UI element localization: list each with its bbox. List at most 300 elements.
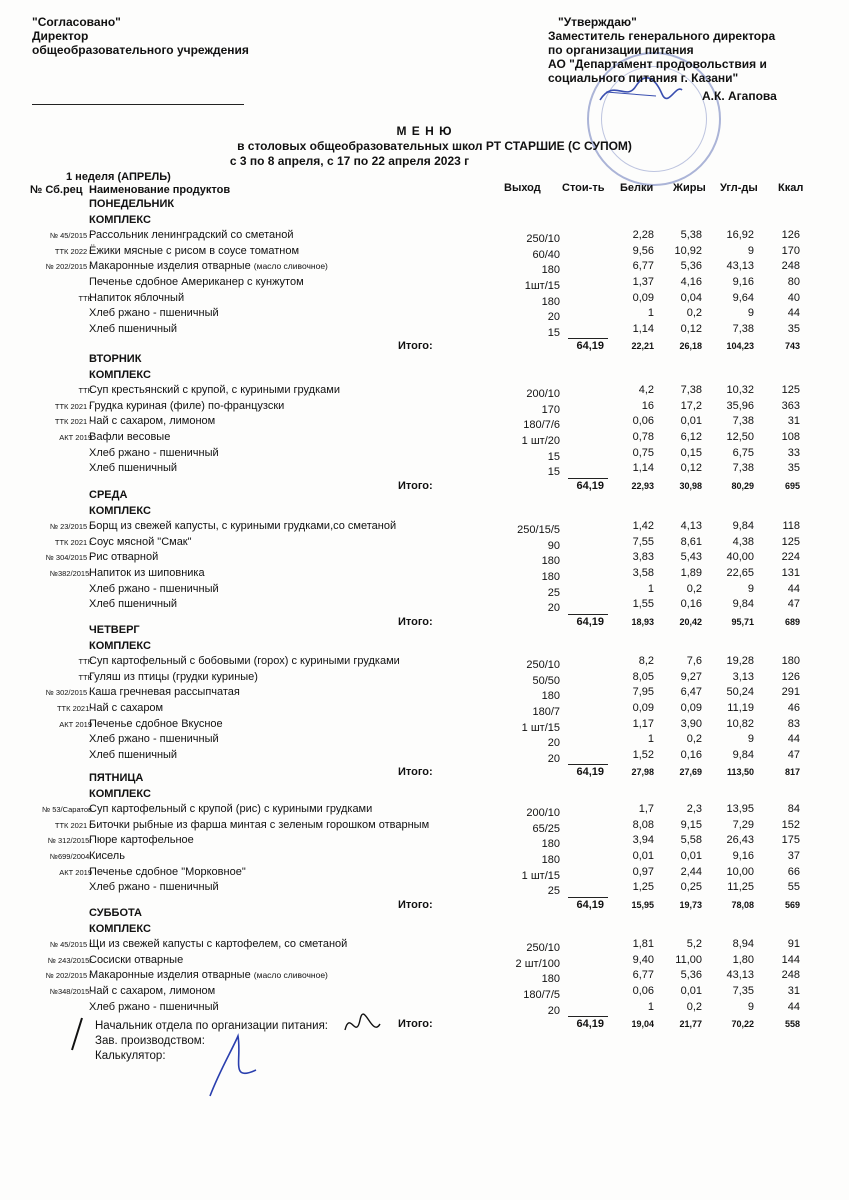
dish-output: 50/50: [532, 674, 560, 687]
dish-fat: 6,47: [680, 686, 702, 699]
dish-kcal: 126: [781, 670, 800, 683]
dish-name: [89, 953, 183, 968]
total-protein: 27,98: [631, 767, 654, 778]
dish-output: 200/10: [526, 388, 560, 401]
dish-name-text: Грудка куриная (филе) по-французски: [89, 399, 285, 412]
dish-name-text: Соус мясной "Смак": [89, 535, 192, 548]
dish-name-text: Биточки рыбные из фарша минтая с зеленым горошком отварным: [89, 818, 430, 831]
recipe-code: № 202/2015 г: [45, 971, 92, 981]
total-carbs: 113,50: [726, 767, 754, 778]
dish-output: 180: [541, 854, 560, 866]
dish-carbs: 1,80: [732, 953, 754, 966]
dish-name-text: Макаронные изделия отварные: [89, 969, 254, 982]
day-name: ВТОРНИК: [89, 353, 142, 365]
dish-fat: 5,36: [680, 260, 702, 273]
dish-protein: 6,77: [632, 969, 654, 982]
dish-name-text: Хлеб пшеничный: [89, 748, 178, 761]
total-cost: 64,19: [576, 766, 604, 779]
dish-protein: 0,06: [632, 415, 654, 428]
dish-carbs: 7,35: [732, 985, 754, 997]
menu-item-row: [0, 399, 849, 414]
total-cost: 64,19: [576, 479, 604, 492]
dish-output: 170: [541, 403, 560, 416]
total-label: Итого:: [398, 898, 433, 911]
dish-kcal: 35: [787, 322, 800, 335]
recipe-code: № 312/2015г: [47, 836, 92, 846]
kompl-label: КОМПЛЕКС: [89, 213, 151, 226]
dish-fat: 0,2: [686, 307, 702, 320]
approval-left-line: Директор: [32, 29, 89, 43]
dish-name: [89, 275, 304, 290]
total-cost: 64,19: [576, 1018, 604, 1031]
dish-protein: 1,42: [632, 520, 654, 533]
dish-kcal: 170: [781, 244, 800, 257]
dish-name-text: Суп картофельный с крупой (рис) с куриными грудками: [89, 803, 373, 816]
dish-output: 25: [547, 586, 560, 599]
total-protein: 15,95: [631, 899, 654, 910]
dish-name-text: Хлеб ржано - пшеничный: [89, 1000, 219, 1013]
dish-output: 20: [547, 311, 560, 324]
dish-protein: 8,2: [638, 655, 654, 668]
dish-name: [89, 802, 372, 817]
dish-name-text: Хлеб пшеничный: [89, 598, 178, 611]
dish-kcal: 175: [781, 834, 800, 847]
dish-fat: 2,44: [680, 865, 702, 878]
menu-item-row: [0, 582, 849, 597]
dish-name-text: Щи из свежей капусты с картофелем, со сметаной: [89, 938, 348, 951]
kompl-row: [0, 787, 849, 802]
day-name: ЧЕТВЕРГ: [89, 624, 140, 636]
menu-item-row: [0, 322, 849, 337]
recipe-code: ТТК: [78, 657, 92, 667]
dish-output: 90: [547, 539, 560, 552]
dish-kcal: 84: [787, 803, 800, 816]
dish-carbs: 8,94: [732, 938, 754, 951]
dish-kcal: 126: [781, 229, 800, 242]
dish-carbs: 13,95: [726, 803, 754, 816]
recipe-code: ТТК 2021 г: [54, 401, 92, 411]
col-ugl: Угл-ды: [720, 182, 758, 194]
total-label: Итого:: [398, 1018, 433, 1031]
dish-protein: 8,08: [632, 818, 654, 831]
recipe-code: № 304/2015 г: [45, 553, 92, 563]
dish-output: 180/7/5: [523, 989, 560, 1001]
dish-kcal: 44: [787, 582, 800, 595]
dish-kcal: 80: [787, 276, 800, 288]
kompl-label: КОМПЛЕКС: [89, 368, 151, 381]
dish-carbs: 7,29: [732, 818, 754, 831]
recipe-code: № 243/2015г: [47, 955, 92, 965]
dish-name-text: Хлеб ржано - пшеничный: [89, 733, 219, 746]
dish-carbs: 9,16: [732, 276, 754, 288]
recipe-code: АКТ 2019: [59, 433, 92, 442]
dish-protein: 0,75: [632, 446, 654, 459]
total-protein: 19,04: [631, 1019, 654, 1030]
dish-fat: 7,6: [686, 655, 702, 668]
dish-protein: 1,52: [632, 748, 654, 761]
dish-output: 20: [547, 737, 560, 750]
dish-kcal: 248: [781, 260, 800, 273]
total-fat: 27,69: [679, 767, 702, 778]
col-bel: Белки: [620, 182, 654, 194]
dish-name: [89, 818, 429, 833]
dish-name-text: Рис отварной: [89, 551, 159, 564]
dish-name-text: Каша гречневая рассыпчатая: [89, 686, 240, 699]
col-kcal: Ккал: [778, 182, 804, 194]
dish-protein: 7,55: [632, 535, 654, 548]
dish-output: 20: [547, 752, 560, 765]
dish-name-text: Гуляш из птицы (грудки куриные): [89, 670, 258, 683]
dish-carbs: 9,84: [732, 598, 754, 611]
total-kcal: 817: [784, 767, 800, 778]
dish-protein: 0,78: [632, 431, 654, 443]
dish-name-text: Борщ из свежей капусты, с куриными грудками,со сметаной: [89, 520, 397, 533]
recipe-code: № 53/Саратов: [42, 805, 92, 815]
day-name: ПОНЕДЕЛЬНИК: [89, 198, 175, 210]
menu-item-row: [0, 732, 849, 750]
dish-name-text: Ёжики мясные с рисом в соусе томатном: [89, 244, 300, 257]
approval-right-line: АО "Департамент продовольствия и: [548, 57, 767, 71]
dish-carbs: 50,24: [726, 686, 754, 699]
dish-protein: 1: [647, 307, 654, 320]
total-protein: 22,21: [631, 341, 654, 352]
dish-protein: 6,77: [632, 260, 654, 273]
dish-carbs: 9: [747, 244, 754, 257]
dish-name: [89, 414, 215, 429]
dish-kcal: 224: [781, 551, 800, 564]
footer-production-head: Зав. производством:: [95, 1035, 205, 1047]
recipe-code: № 45/2015 г: [49, 231, 92, 241]
dish-carbs: 7,38: [732, 415, 754, 428]
dish-fat: 0,25: [680, 881, 702, 894]
dish-protein: 3,83: [632, 551, 654, 564]
dish-protein: 3,58: [632, 567, 654, 579]
dish-output: 20: [547, 602, 560, 615]
dish-name-text: Сосиски отварные: [89, 953, 184, 966]
dish-name: [89, 654, 400, 669]
dish-kcal: 31: [787, 985, 800, 997]
dish-carbs: 9,84: [732, 520, 754, 533]
menu-item-row: [0, 430, 849, 445]
dish-fat: 6,12: [680, 431, 702, 443]
footer-calculator: Калькулятор:: [95, 1050, 166, 1062]
dish-protein: 3,94: [632, 834, 654, 847]
dish-name: [89, 732, 219, 747]
dish-name-text: Напиток из шиповника: [89, 567, 205, 579]
kompl-row: [0, 368, 849, 383]
dish-note: (масло сливочное): [253, 970, 328, 981]
dish-kcal: 44: [787, 307, 800, 320]
recipe-code: № 45/2015 г: [49, 940, 92, 950]
dish-name: [89, 937, 347, 952]
dish-output: 250/15/5: [517, 524, 560, 537]
dish-kcal: 33: [787, 446, 800, 459]
dish-carbs: 3,13: [732, 670, 754, 683]
dish-carbs: 26,43: [726, 834, 754, 847]
day-header-row: [0, 197, 849, 212]
dish-output: 180: [541, 295, 560, 308]
footer-signatures: [60, 1000, 390, 1110]
approval-left: [32, 15, 249, 57]
day-name: СУББОТА: [89, 907, 142, 919]
approval-left-line: "Согласовано": [32, 15, 121, 29]
recipe-code: ТТК 2021 г: [54, 417, 92, 427]
day-name: СРЕДА: [89, 489, 128, 501]
dish-protein: 4,2: [638, 384, 654, 397]
dish-fat: 4,16: [680, 276, 702, 288]
dish-name: [89, 228, 293, 243]
dish-protein: 1: [647, 582, 654, 595]
menu-subtitle: в столовых общеобразовательных школ РТ СТАРШИЕ (С СУПОМ): [237, 139, 632, 153]
dish-kcal: 37: [787, 850, 800, 862]
recipe-code: №699/2004г: [49, 852, 92, 861]
dish-output: 60/40: [532, 248, 560, 261]
dish-carbs: 4,38: [732, 535, 754, 548]
approval-right-line: социального питания г. Казани": [548, 71, 739, 85]
dish-name-text: Печенье сдобное Вкусное: [89, 717, 223, 730]
day-header-row: [0, 488, 849, 503]
dish-carbs: 10,82: [726, 717, 754, 730]
dish-name: [89, 597, 177, 612]
dish-name: [89, 244, 299, 259]
dish-fat: 0,15: [680, 446, 702, 459]
dish-fat: 0,04: [680, 291, 702, 304]
col-name: Наименование продуктов: [89, 184, 231, 196]
dish-carbs: 43,13: [726, 260, 754, 273]
approval-right-line: Заместитель генерального директора: [548, 29, 776, 43]
menu-item-row: [0, 244, 849, 259]
menu-item-row: [0, 519, 849, 537]
recipe-code: №348/2015г: [49, 987, 92, 996]
dish-fat: 10,92: [674, 244, 702, 257]
dish-output: 250/10: [526, 233, 560, 246]
dish-protein: 1,55: [632, 598, 654, 611]
day-header-row: [0, 906, 849, 921]
dish-fat: 17,2: [680, 399, 702, 412]
dish-carbs: 10,32: [726, 384, 754, 397]
approval-left-line: общеобразовательного учреждения: [32, 43, 249, 57]
dish-name-text: Пюре картофельное: [89, 834, 194, 847]
dish-fat: 0,2: [686, 582, 702, 595]
dish-name: [89, 968, 328, 983]
dish-name-text: Хлеб пшеничный: [89, 322, 178, 335]
menu-item-row: [0, 833, 849, 851]
dish-protein: 0,01: [632, 850, 654, 862]
dish-fat: 0,01: [680, 415, 702, 428]
dish-output: 180: [541, 973, 560, 986]
dish-fat: 7,38: [680, 384, 702, 397]
dish-name: [89, 383, 340, 398]
dish-name-text: Вафли весовые: [89, 431, 171, 443]
dish-fat: 2,3: [686, 803, 702, 816]
menu-item-row: [0, 259, 849, 277]
dish-name: [89, 461, 177, 476]
dish-fat: 1,89: [680, 567, 702, 579]
dish-protein: 9,40: [632, 953, 654, 966]
dish-carbs: 9,64: [732, 291, 754, 304]
total-kcal: 695: [784, 480, 800, 491]
col-cost: Стои-ть: [562, 182, 605, 194]
dish-name: [89, 306, 219, 321]
dish-name-text: Чай с сахаром, лимоном: [89, 985, 216, 997]
kompl-label: КОМПЛЕКС: [89, 639, 151, 652]
dish-name: [89, 833, 194, 848]
dish-name: [89, 670, 258, 685]
total-fat: 26,18: [679, 341, 702, 352]
dish-kcal: 44: [787, 1000, 800, 1013]
dish-kcal: 125: [781, 384, 800, 397]
footer-head-of-dept: Начальник отдела по организации питания:: [95, 1020, 328, 1032]
dish-output: 20: [547, 1004, 560, 1017]
dish-fat: 9,15: [680, 818, 702, 831]
dish-protein: 1,25: [632, 881, 654, 894]
approval-right-name: А.К. Агапова: [702, 89, 777, 103]
dish-protein: 9,56: [632, 244, 654, 257]
total-kcal: 743: [784, 341, 800, 352]
dish-name-text: Хлеб ржано - пшеничный: [89, 881, 219, 894]
dish-protein: 1,81: [632, 938, 654, 951]
total-label: Итого:: [398, 766, 433, 779]
approval-right: [548, 15, 775, 85]
dish-carbs: 12,50: [726, 431, 754, 443]
dish-output: 180: [541, 838, 560, 851]
dish-name-text: Чай с сахаром, лимоном: [89, 415, 216, 428]
dish-fat: 5,2: [686, 938, 702, 951]
dish-fat: 4,13: [680, 520, 702, 533]
dish-protein: 1,7: [638, 803, 654, 816]
dish-output: 180: [541, 571, 560, 583]
menu-item-row: [0, 748, 849, 763]
dish-name-text: Хлеб ржано - пшеничный: [89, 307, 219, 320]
dish-fat: 0,12: [680, 462, 702, 475]
menu-item-row: [0, 717, 849, 732]
dish-carbs: 6,75: [732, 446, 754, 459]
dish-fat: 0,2: [686, 733, 702, 746]
col-zhi: Жиры: [673, 182, 706, 194]
dish-name: [89, 259, 328, 274]
dish-protein: 1,17: [632, 717, 654, 730]
menu-item-row: [0, 275, 849, 290]
dish-output: 250/10: [526, 942, 560, 955]
dish-name-text: Кисель: [89, 850, 125, 862]
recipe-code: ТТК: [78, 386, 92, 396]
dish-kcal: 131: [781, 567, 800, 579]
dish-name: [89, 701, 163, 716]
total-protein: 18,93: [631, 616, 654, 627]
dish-name: [89, 550, 158, 565]
dish-kcal: 125: [781, 535, 800, 548]
dish-fat: 8,61: [680, 535, 702, 548]
dish-protein: 8,05: [632, 670, 654, 683]
dish-protein: 7,95: [632, 686, 654, 699]
total-cost: 64,19: [576, 340, 604, 353]
dish-protein: 0,09: [632, 702, 654, 714]
day-header-row: [0, 771, 849, 786]
dish-note: (масло сливочное): [253, 261, 328, 272]
dish-kcal: 31: [787, 415, 800, 428]
dish-name: [89, 748, 177, 763]
menu-item-row: [0, 849, 849, 864]
dish-name: [89, 322, 177, 337]
dish-carbs: 7,38: [732, 322, 754, 335]
dish-output: 15: [547, 450, 560, 463]
dish-name: [89, 399, 284, 414]
dish-carbs: 9: [747, 1000, 754, 1013]
dish-name-text: Суп картофельный с бобовыми (горох) с куриными грудками: [89, 655, 400, 668]
dish-protein: 0,06: [632, 985, 654, 997]
dish-protein: 0,09: [632, 291, 654, 304]
dish-output: 180/7: [532, 706, 560, 718]
kompl-label: КОМПЛЕКС: [89, 504, 151, 517]
dish-name: [89, 717, 223, 732]
dish-name: [89, 446, 219, 461]
dish-carbs: 11,19: [727, 702, 754, 714]
menu-item-row: [0, 566, 849, 581]
dish-output: 15: [547, 466, 560, 479]
dish-name-text: Печенье сдобное "Морковное": [89, 865, 246, 878]
total-carbs: 78,08: [731, 899, 754, 910]
total-carbs: 70,22: [731, 1019, 754, 1030]
signature-line: [32, 104, 244, 105]
col-out: Выход: [504, 182, 541, 194]
recipe-code: АКТ 2019: [59, 719, 92, 729]
dish-output: 1 шт/15: [521, 869, 560, 882]
total-kcal: 689: [784, 616, 800, 627]
kompl-row: [0, 504, 849, 519]
dish-kcal: 40: [787, 291, 800, 304]
total-cost: 64,19: [576, 898, 604, 911]
menu-item-row: [0, 306, 849, 324]
dish-kcal: 35: [787, 462, 800, 475]
dish-fat: 0,01: [680, 985, 702, 997]
dish-fat: 9,27: [680, 670, 702, 683]
total-fat: 19,73: [679, 899, 702, 910]
kompl-row: [0, 213, 849, 228]
dish-name: [89, 865, 246, 880]
menu-item-row: [0, 685, 849, 703]
kompl-label: КОМПЛЕКС: [89, 787, 151, 800]
dish-fat: 0,2: [686, 1000, 702, 1013]
dish-fat: 5,38: [680, 229, 702, 242]
menu-item-row: [0, 446, 849, 461]
menu-item-row: [0, 383, 849, 401]
dish-name: [89, 566, 205, 581]
recipe-code: ТТК: [78, 672, 92, 682]
dish-name: [89, 519, 396, 534]
dish-fat: 0,09: [680, 702, 702, 714]
total-kcal: 558: [784, 1019, 800, 1030]
dish-carbs: 9,84: [732, 748, 754, 761]
dish-output: 180: [541, 690, 560, 703]
total-cost: 64,19: [576, 615, 604, 628]
dish-carbs: 9: [747, 307, 754, 320]
dish-output: 180: [541, 264, 560, 277]
dish-carbs: 19,28: [726, 655, 754, 668]
dish-kcal: 108: [781, 431, 800, 443]
dish-output: 1шт/15: [524, 280, 560, 292]
dish-carbs: 11,25: [727, 881, 754, 894]
dish-carbs: 40,00: [726, 551, 754, 564]
menu-title: М Е Н Ю: [396, 124, 453, 138]
dish-protein: 1: [647, 1000, 654, 1013]
dish-name: [89, 430, 170, 445]
dish-fat: 3,90: [680, 717, 702, 730]
total-label: Итого:: [398, 615, 433, 628]
menu-item-row: [0, 597, 849, 615]
dish-output: 180: [541, 555, 560, 568]
dish-output: 180/7/6: [523, 419, 560, 432]
dish-kcal: 66: [787, 865, 800, 878]
